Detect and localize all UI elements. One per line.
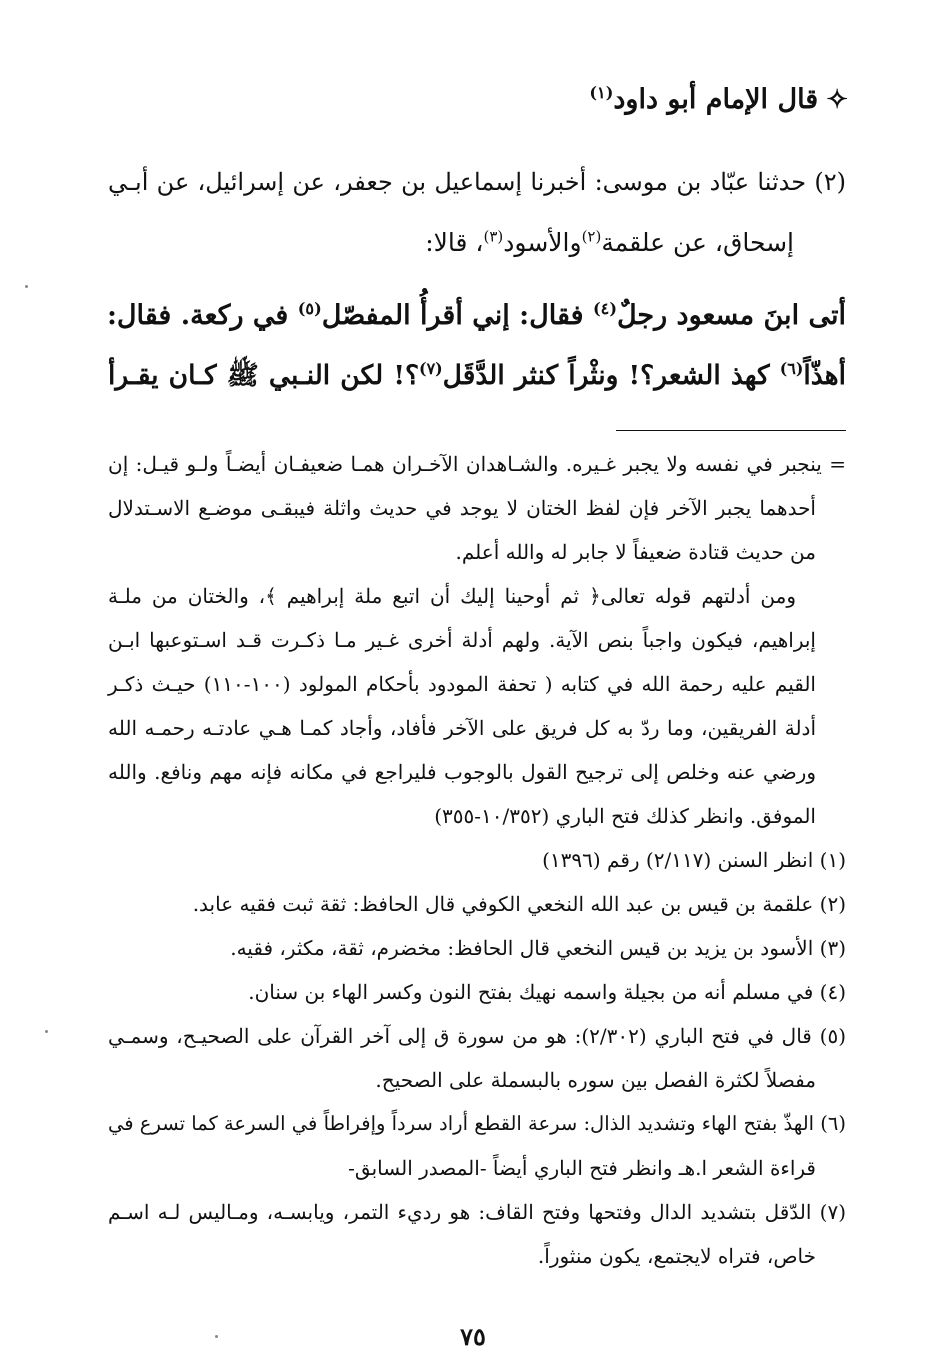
footnote-ref: (١) — [589, 83, 614, 102]
footnote-7-continuation: خاص، فتراه لايجتمع، يكون منثوراً. — [537, 1244, 816, 1268]
star-outline-icon: ✧ — [826, 85, 848, 115]
hadith-matn-line-2 — [108, 360, 846, 398]
footnote-paragraph-line: أدلة الفريقين، وما ردّ به كل فريق على الآخر فأفاد، وأجاد كمـا هـي عادتـه رحمـه الله — [108, 716, 816, 740]
hadith-isnad-line-2 — [425, 228, 794, 257]
page-number: ٧٥ — [460, 1322, 486, 1351]
footnote-6: (٦) الهذّ بفتح الهاء وتشديد الذال: سرعة القطع أراد سرداً وإفراطاً في السرعة كما تسرع في — [108, 1112, 846, 1135]
footnote-paragraph-line: ورضي عنه وخلص إلى ترجيح القول بالوجوب فليراجع في مكانه فإنه مهم ونافع. والله — [108, 760, 817, 784]
matn-text: ؟! لكن النـبي ﷺ كـان يقـرأ — [108, 360, 420, 391]
footnote-paragraph-line: ومن أدلتهم قوله تعالى﴿ ثم أوحينا إليك أن اتبع ملة إبراهيم ﴾، والختان من ملـة — [108, 584, 796, 608]
matn-text: فقال: إني أقرأُ المفصّل — [321, 300, 593, 331]
footnote-paragraph-line: الموفق. وانظر كذلك فتح الباري (١٠/٣٥٢-٣٥٥) — [434, 804, 816, 828]
footnote-4: (٤) في مسلم أنه من بجيلة واسمه نهيك بفتح النون وكسر الهاء بن سنان. — [248, 980, 846, 1004]
footnote-ref: (٣) — [483, 227, 504, 246]
footnote-ref: (٢) — [581, 227, 602, 246]
section-heading — [589, 84, 848, 115]
footnote-ref: (٦) — [779, 359, 804, 379]
scan-speck — [215, 1335, 218, 1338]
footnote-ref: (٧) — [419, 359, 443, 379]
footnote-paragraph-line: القيم عليه رحمة الله في كتابه ( تحفة المودود بأحكام المولود (١٠٠-١١٠) حيـث ذكـر — [108, 672, 816, 696]
matn-text: أتى ابنَ مسعود رجلٌ — [616, 300, 846, 331]
footnote-separator — [616, 430, 846, 431]
matn-text: في ركعة. فقال: — [106, 300, 298, 331]
footnote-1: (١) انظر السنن (٢/١١٧) رقم (١٣٩٦) — [542, 848, 846, 872]
footnote-continuation-line: = ينجبر في نفسه ولا يجبر غـيره. والشـاهدان الآخـران همـا ضعيفـان أيضـاً ولـو قيـل: إن — [108, 452, 846, 476]
footnote-paragraph-line: إبراهيم، فيكون واجباً بنص الآية. ولهم أدلة أخرى غـير مـا ذكـرت قـد اسـتوعبها ابـن — [108, 628, 816, 652]
heading-text: قال الإمام أبو داود — [613, 84, 819, 115]
footnote-6-continuation: قراءة الشعر ا.هـ وانظر فتح الباري أيضاً -المصدر السابق- — [348, 1156, 816, 1180]
footnote-7: (٧) الدّقل بتشديد الدال وفتحها وفتح القاف: هو رديء التمر، ويابسـه، ومـاليس لـه اسـم — [108, 1200, 846, 1224]
footnote-3: (٣) الأسود بن يزيد بن قيس النخعي قال الحافظ: مخضرم، ثقة، مكثر، فقيه. — [230, 936, 846, 960]
footnote-continuation-line: من حديث قتادة ضعيفاً لا جابر له والله أعلم. — [455, 540, 816, 564]
isnad-text: ، قالا: — [425, 228, 484, 257]
hadith-matn-line-1 — [108, 300, 846, 331]
footnote-ref: (٤) — [592, 299, 617, 318]
footnote-5: (٥) قال في فتح الباري (٢/٣٠٢): هو من سورة ق إلى آخر القرآن على الصحيـح، وسمـي — [108, 1024, 846, 1048]
footnote-2: (٢) علقمة بن قيس بن عبد الله النخعي الكوفي قال الحافظ: ثقة ثبت فقيه عابد. — [192, 892, 846, 916]
footnote-ref: (٥) — [297, 299, 322, 318]
scan-speck — [25, 285, 28, 288]
scan-speck — [45, 1030, 48, 1033]
isnad-text: والأسود — [503, 228, 582, 257]
footnote-continuation-line: أحدهما يجبر الآخر فإن لفظ الختان لا يوجد في حديث واثلة فيبقـى موضـع الاسـتدلال — [108, 496, 816, 520]
isnad-text: إسحاق، عن علقمة — [601, 228, 794, 257]
matn-text: أهذّاً — [803, 360, 846, 391]
matn-text: كهذ الشعر؟! ونثْراً كنثر الدَّقَل — [442, 360, 780, 391]
footnote-5-continuation: مفصلاً لكثرة الفصل بين سوره بالبسملة على الصحيح. — [375, 1068, 816, 1092]
hadith-isnad-line-1: (٢) حدثنا عبّاد بن موسى: أخبرنا إسماعيل بن جعفر، عن إسرائيل، عن أبـي — [108, 168, 846, 196]
